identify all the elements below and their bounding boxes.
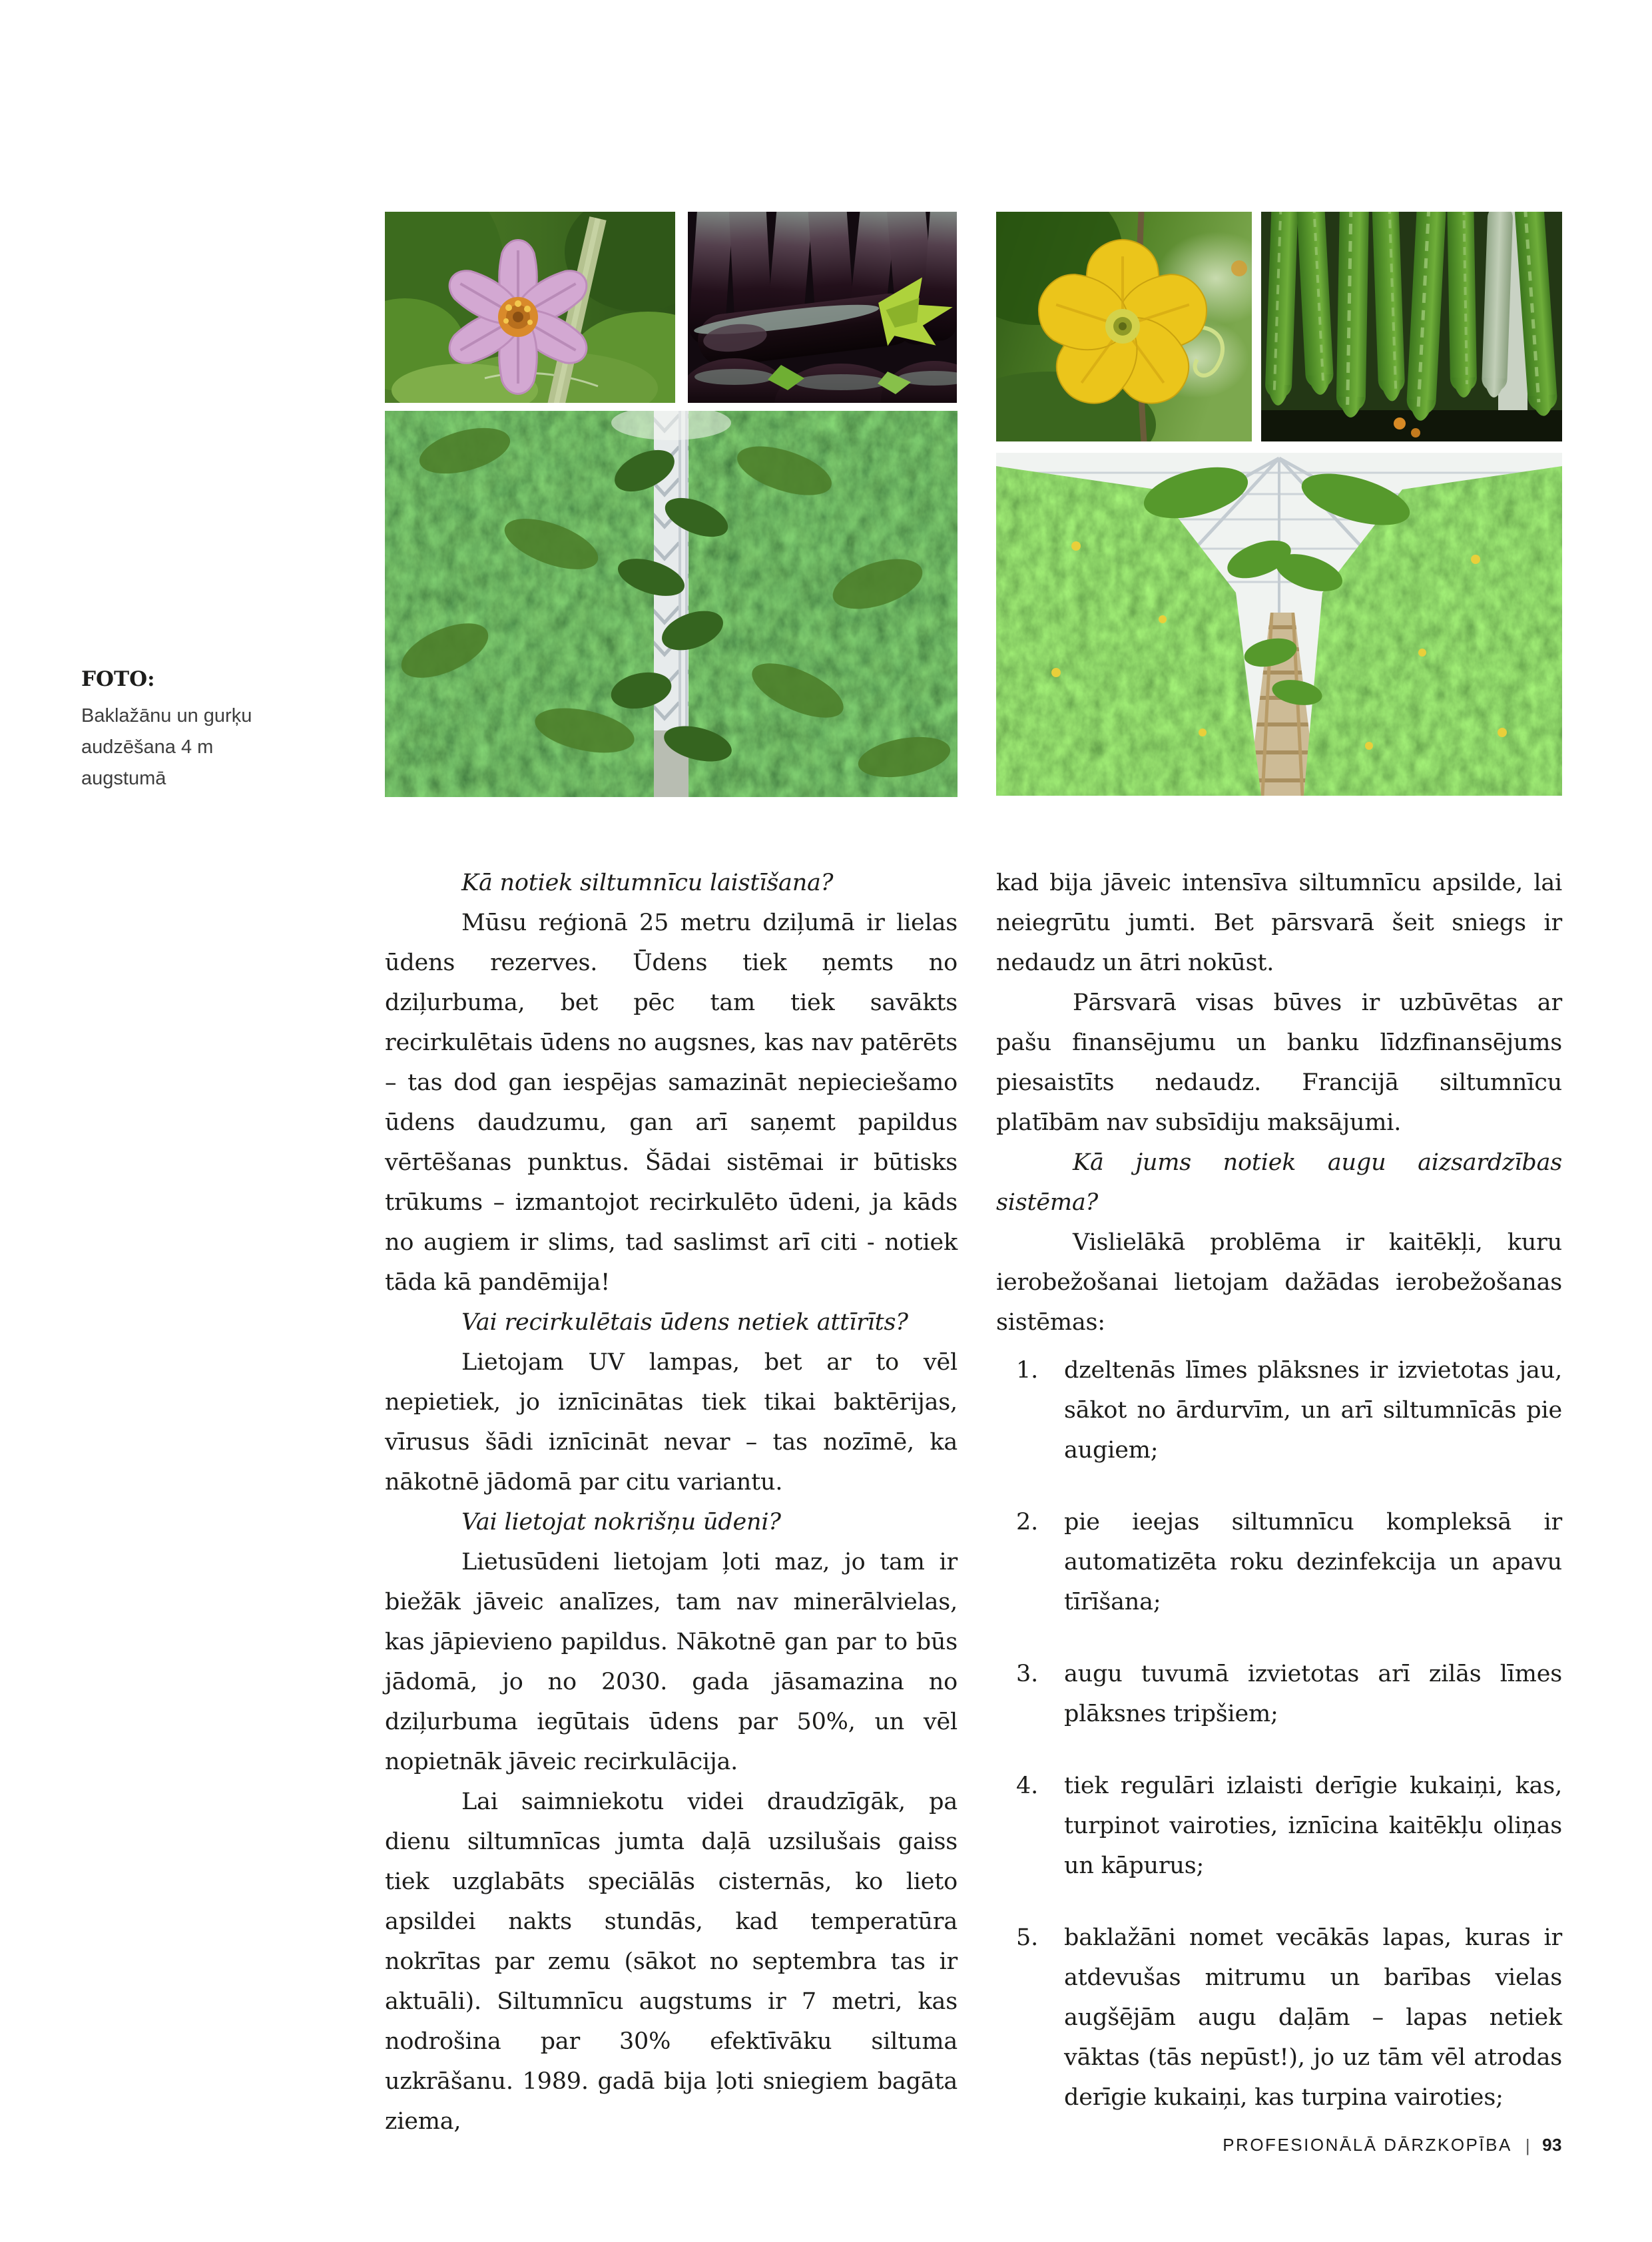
list-item	[996, 1654, 1562, 1734]
list-item-text: dzeltenās līmes plāksnes ir izvietotas jau, sākot no ārdurvīm, un arī siltumnīcās pie augiem;	[1064, 1357, 1562, 1464]
list-item	[996, 1350, 1562, 1470]
list-item-number: 5.	[1016, 1924, 1038, 1951]
cucumber-greenhouse-photo	[996, 453, 1562, 796]
interview-question: Kā jums notiek augu aizsardzības sistēma?	[996, 1149, 1562, 1216]
list-item-number: 4.	[1016, 1773, 1038, 1799]
paragraph: Pārsvarā visas būves ir uzbūvētas ar pašu finansējumu un banku līdzfinansējums piesaistīts nedaudz. Francijā siltumnīcu platībām nav subsīdiju maksājumi.	[996, 989, 1562, 1136]
list-item-text: augu tuvumā izvietotas arī zilās līmes plāksnes tripšiem;	[1064, 1661, 1562, 1727]
eggplant-flower-photo	[385, 212, 675, 403]
eggplants-photo	[688, 212, 957, 403]
journal-title: PROFESIONĀLĀ DĀRZKOPĪBA	[1223, 2135, 1512, 2155]
list-item	[996, 1502, 1562, 1622]
page-footer	[996, 2135, 1562, 2155]
list-item	[996, 1918, 1562, 2117]
article-right-column	[996, 863, 1562, 2149]
list-item-number: 3.	[1016, 1661, 1038, 1687]
paragraph: Lietusūdeni lietojam ļoti maz, jo tam ir biežāk jāveic analīzes, tam nav minerālvielas, kas jāpievieno papildus. Nākotnē gan par to būs jādomā, jo no 2030. gada jāsamazina no dziļurbuma iegūtais ūdens par 50%, un vēl nopietnāk jāveic recirkulācija.	[385, 1549, 958, 1775]
numbered-list	[996, 1350, 1562, 2117]
list-item-text: baklažāni nomet vecākās lapas, kuras ir atdevušas mitrumu un barības vielas augšējām augu daļām – lapas netiek vāktas (tās nepūst!), jo uz tām vēl atrodas derīgie kukaiņi, kas turpina vairoties;	[1064, 1924, 1562, 2111]
list-item-text: pie ieejas siltumnīcu kompleksā ir automatizēta roku dezinfekcija un apavu tīrīšana;	[1064, 1509, 1562, 1615]
footer-separator: |	[1525, 2135, 1532, 2155]
paragraph: Mūsu reģionā 25 metru dziļumā ir lielas ūdens rezerves. Ūdens tiek ņemts no dziļurbuma, bet pēc tam tiek savākts recirkulētais ūdens no augsnes, kas nav patērēts – tas dod gan iespējas samazināt nepieciešamo ūdens daudzumu, gan arī saņemt papildus vērtēšanas punktus. Šādai sistēmai ir būtisks trūkums – izmantojot recirkulēto ūdeni, ja kāds no augiem ir slims, tad saslimst arī citi - notiek tāda kā pandēmija!	[385, 910, 958, 1296]
paragraph: kad bija jāveic intensīva siltumnīcu apsilde, lai neiegrūtu jumti. Bet pārsvarā šeit sniegs ir nedaudz un ātri nokūst.	[996, 870, 1562, 976]
photo-caption-line: Baklažānu un gurķu	[81, 705, 252, 726]
list-item	[996, 1766, 1562, 1886]
list-item-number: 2.	[1016, 1509, 1038, 1536]
cucumber-flower-photo	[996, 212, 1252, 441]
article-left-column	[385, 863, 958, 2141]
photo-caption	[81, 667, 321, 794]
photo-caption-label: FOTO:	[81, 667, 155, 691]
paragraph: Vislielākā problēma ir kaitēkļi, kuru ierobežošanai lietojam dažādas ierobežošanas sistēmas:	[996, 1229, 1562, 1336]
photo-caption-line: audzēšana 4 m	[81, 736, 214, 758]
interview-question: Vai lietojat nokrišņu ūdeni?	[461, 1509, 781, 1536]
paragraph: Lietojam UV lampas, bet ar to vēl nepietiek, jo iznīcinātas tiek tikai baktērijas, vīrusus šādi iznīcināt nevar – tas nozīmē, ka nākotnē jādomā par citu variantu.	[385, 1349, 958, 1496]
interview-question: Vai recirkulētais ūdens netiek attīrīts?	[461, 1309, 908, 1336]
list-item-text: tiek regulāri izlaisti derīgie kukaiņi, kas, turpinot vairoties, iznīcina kaitēkļu oliņas un kāpurus;	[1064, 1773, 1562, 1879]
cucumbers-photo	[1261, 212, 1562, 441]
eggplant-greenhouse-photo	[385, 411, 958, 797]
page-number: 93	[1542, 2135, 1562, 2155]
list-item-number: 1.	[1016, 1357, 1038, 1384]
photo-caption-line: augstumā	[81, 768, 166, 789]
paragraph: Lai saimniekotu videi draudzīgāk, pa dienu siltumnīcas jumta daļā uzsilušais gaiss tiek uzglabāts speciālās cisternās, ko lieto apsildei nakts stundās, kad temperatūra nokrītas par zemu (sākot no septembra tas ir aktuāli). Siltumnīcu augstums ir 7 metri, kas nodrošina par 30% efektīvāku siltuma uzkrāšanu. 1989. gadā bija ļoti sniegiem bagāta ziema,	[385, 1789, 958, 2135]
interview-question: Kā notiek siltumnīcu laistīšana?	[461, 870, 834, 896]
